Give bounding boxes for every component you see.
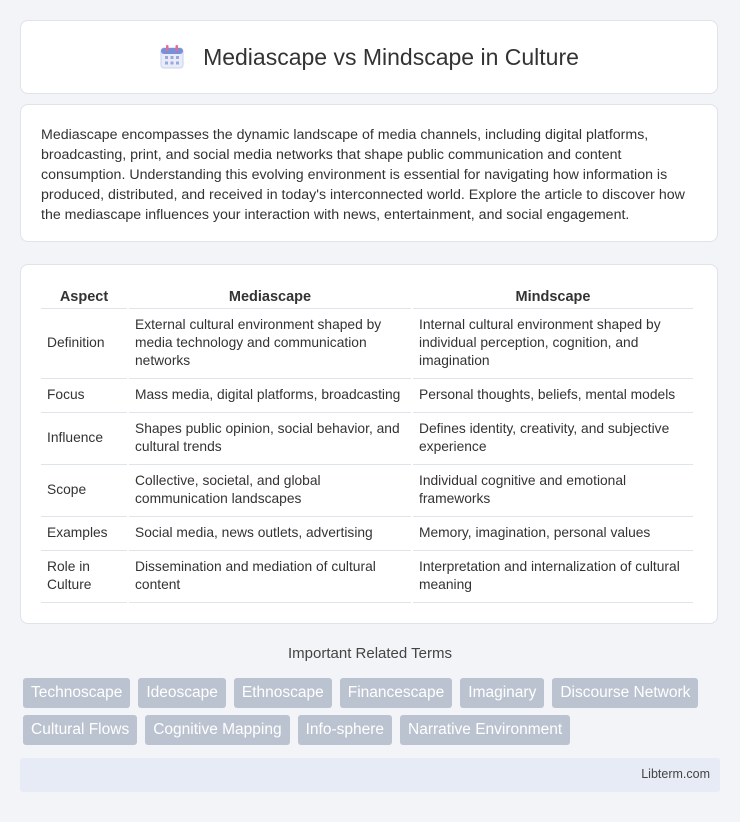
- cell-mediascape: Social media, news outlets, advertising: [129, 517, 411, 551]
- calendar-icon: [159, 44, 185, 70]
- related-term-tag[interactable]: Cultural Flows: [23, 715, 137, 745]
- title-card: [20, 20, 718, 94]
- table-row: [41, 379, 693, 413]
- related-term-tag[interactable]: Discourse Network: [552, 678, 698, 708]
- cell-mindscape: Personal thoughts, beliefs, mental models: [413, 379, 693, 413]
- related-terms-list: [23, 678, 723, 745]
- cell-mindscape: Interpretation and internalization of cultural meaning: [413, 551, 693, 603]
- cell-aspect: Examples: [41, 517, 127, 551]
- cell-mindscape: Memory, imagination, personal values: [413, 517, 693, 551]
- related-term-tag[interactable]: Cognitive Mapping: [145, 715, 289, 745]
- table-row: [41, 465, 693, 517]
- related-terms-title: Important Related Terms: [288, 645, 452, 662]
- page-title: Mediascape vs Mindscape in Culture: [203, 43, 579, 70]
- table-row: [41, 413, 693, 465]
- comparison-table-card: [20, 264, 718, 624]
- header-aspect: Aspect: [41, 287, 127, 309]
- related-term-tag[interactable]: Technoscape: [23, 678, 130, 708]
- cell-aspect: Scope: [41, 465, 127, 517]
- title-wrap: [159, 44, 579, 71]
- header-mediascape: Mediascape: [129, 287, 411, 309]
- table-row: [41, 551, 693, 603]
- intro-text: Mediascape encompasses the dynamic landscape of media channels, including digital platforms, broadcasting, print, and social media networks that shape public communication and content consumption. Understanding this evolving environment is essential for navigating how information is produced, distributed, and received in today's interconnected world. Explore the article to discover how the mediascape influences your interaction with news, entertainment, and social engagement.: [41, 127, 685, 223]
- table-row: [41, 309, 693, 379]
- cell-mediascape: Collective, societal, and global communication landscapes: [129, 465, 411, 517]
- cell-mindscape: Defines identity, creativity, and subjective experience: [413, 413, 693, 465]
- cell-mediascape: Dissemination and mediation of cultural content: [129, 551, 411, 603]
- related-term-tag[interactable]: Financescape: [340, 678, 453, 708]
- related-term-tag[interactable]: Imaginary: [460, 678, 544, 708]
- cell-mediascape: Shapes public opinion, social behavior, and cultural trends: [129, 413, 411, 465]
- table-header-row: [41, 287, 693, 309]
- cell-aspect: Focus: [41, 379, 127, 413]
- intro-card: [20, 104, 718, 242]
- cell-mindscape: Internal cultural environment shaped by individual perception, cognition, and imagination: [413, 309, 693, 379]
- cell-aspect: Definition: [41, 309, 127, 379]
- footer-brand-link[interactable]: Libterm.com: [641, 767, 710, 781]
- cell-mediascape: Mass media, digital platforms, broadcasting: [129, 379, 411, 413]
- related-term-tag[interactable]: Ideoscape: [138, 678, 226, 708]
- header-mindscape: Mindscape: [413, 287, 693, 309]
- related-term-tag[interactable]: Info-sphere: [298, 715, 392, 745]
- cell-aspect: Influence: [41, 413, 127, 465]
- cell-mediascape: External cultural environment shaped by media technology and communication networks: [129, 309, 411, 379]
- related-term-tag[interactable]: Ethnoscape: [234, 678, 332, 708]
- cell-mindscape: Individual cognitive and emotional frameworks: [413, 465, 693, 517]
- footer: [20, 758, 720, 792]
- table-row: [41, 517, 693, 551]
- cell-aspect: Role in Culture: [41, 551, 127, 603]
- related-term-tag[interactable]: Narrative Environment: [400, 715, 570, 745]
- comparison-table: [39, 287, 695, 603]
